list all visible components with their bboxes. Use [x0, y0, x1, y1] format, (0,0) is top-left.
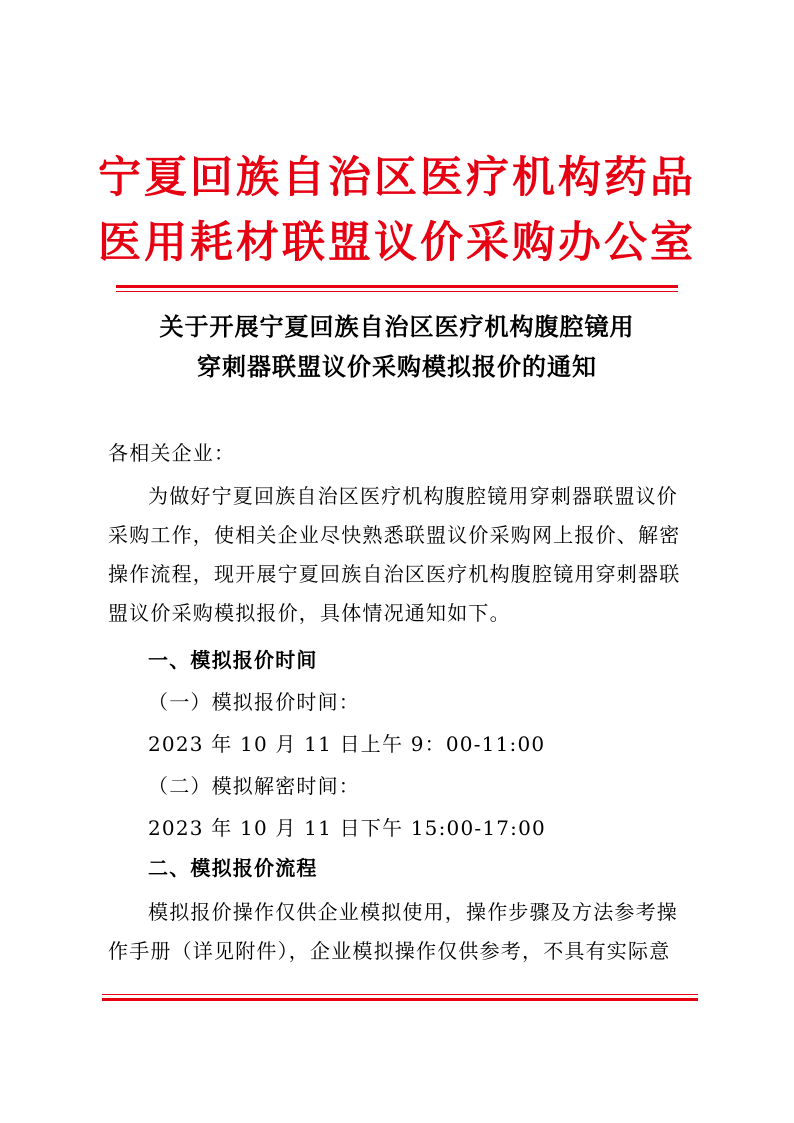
section1-heading: 一、模拟报价时间 [148, 648, 318, 672]
document-title-line-1: 关于开展宁夏回族自治区医疗机构腹腔镜用 [159, 313, 635, 341]
section2-line-2: 作手册（详见附件），企业模拟操作仅供参考，不具有实际意 [108, 939, 671, 963]
header-divider-thick [116, 285, 678, 288]
section1-item1-value: 2023 年 10 月 11 日上午 9：00-11:00 [148, 732, 546, 756]
intro-line-2: 采购工作，使相关企业尽快熟悉联盟议价采购网上报价、解密 [108, 523, 681, 547]
section1-item1-label: （一）模拟报价时间： [148, 690, 360, 714]
header-line-1: 宁夏回族自治区医疗机构药品 [98, 153, 696, 203]
section2-heading: 二、模拟报价流程 [148, 856, 318, 880]
salutation: 各相关企业： [108, 441, 236, 465]
header-divider-thin [116, 291, 678, 292]
section1-item2-label: （二）模拟解密时间： [148, 774, 360, 798]
intro-line-1: 为做好宁夏回族自治区医疗机构腹腔镜用穿刺器联盟议价 [148, 484, 678, 508]
section2-line-1: 模拟报价操作仅供企业模拟使用，操作步骤及方法参考操 [148, 900, 678, 924]
section1-item2-value: 2023 年 10 月 11 日下午 15:00-17:00 [148, 816, 546, 840]
intro-line-3: 操作流程，现开展宁夏回族自治区医疗机构腹腔镜用穿刺器联 [108, 562, 681, 586]
footer-divider-thick [102, 998, 698, 1001]
header-line-2: 医用耗材联盟议价采购办公室 [98, 218, 696, 268]
footer-divider-thin [102, 994, 698, 995]
intro-line-4: 盟议价采购模拟报价，具体情况通知如下。 [108, 601, 511, 625]
document-title-line-2: 穿刺器联盟议价采购模拟报价的通知 [197, 353, 597, 381]
